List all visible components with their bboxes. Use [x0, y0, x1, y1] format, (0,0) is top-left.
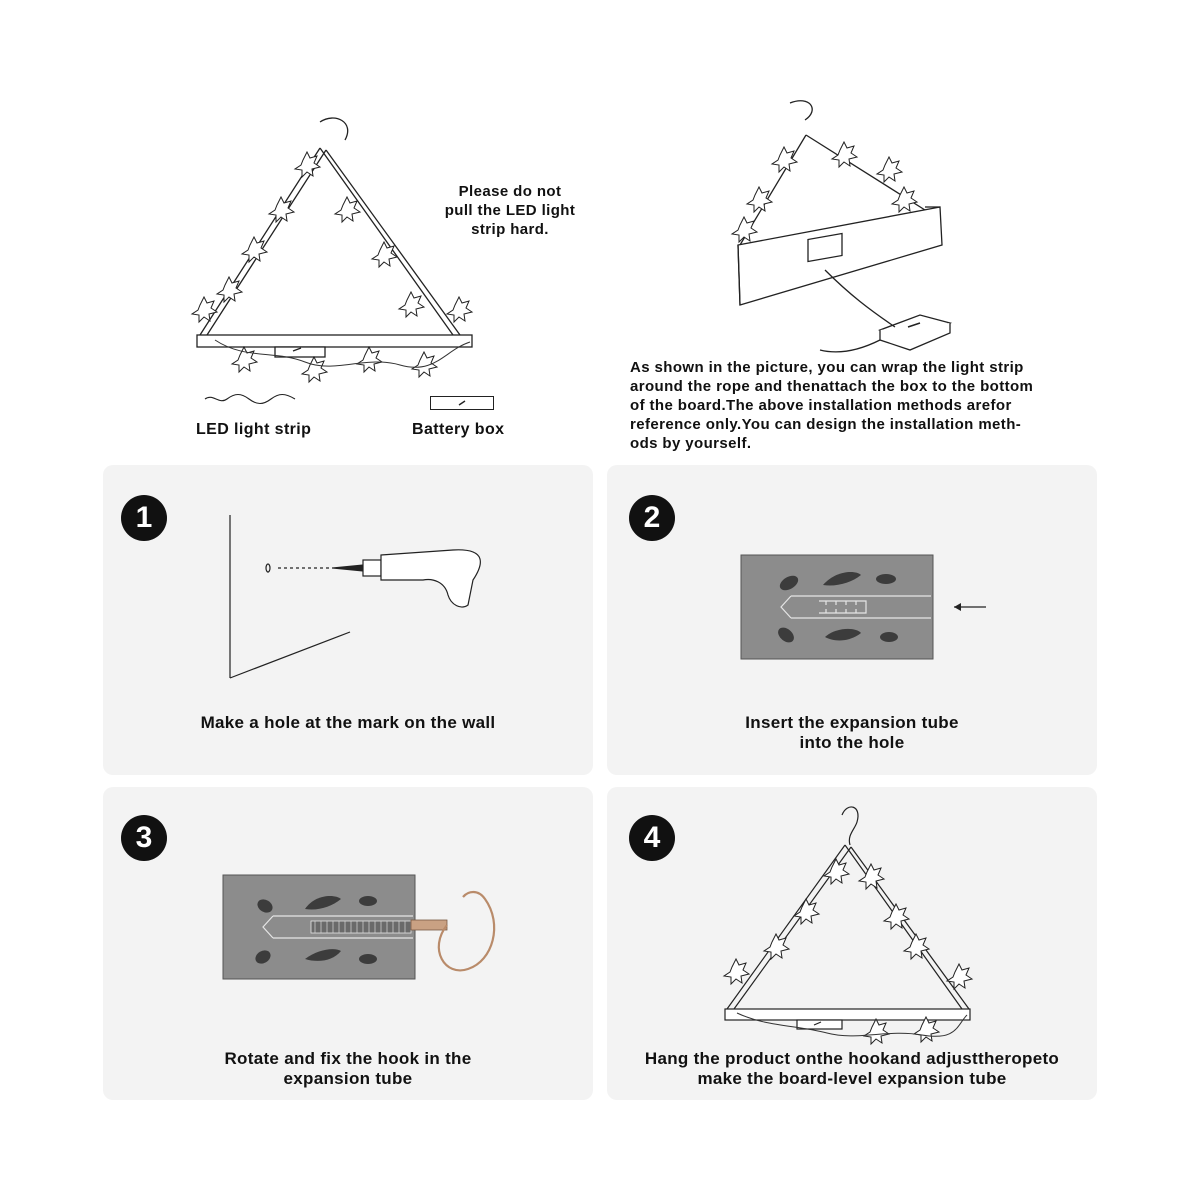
step-4-panel	[607, 787, 1097, 1100]
note-line: of the board.The above installation methods arefor	[630, 397, 1012, 414]
legend-strip-label: LED light strip	[196, 421, 312, 438]
note-line: reference only.You can design the installation meth-	[630, 416, 1022, 433]
shelf-diagram-top-left	[185, 110, 505, 400]
caption-line: expansion tube	[283, 1069, 413, 1088]
step-1-panel	[103, 465, 593, 775]
step-number-badge: 2	[629, 495, 675, 541]
step-number-badge: 3	[121, 815, 167, 861]
caption-line: Make a hole at the mark on the wall	[200, 713, 496, 732]
note-line: around the rope and thenattach the box to the bottom	[630, 378, 1034, 395]
caption-line: make the board-level expansion tube	[697, 1069, 1007, 1088]
step-number-badge: 1	[121, 495, 167, 541]
installation-note	[630, 358, 1090, 453]
caption-line: into the hole	[799, 733, 905, 752]
step-number-badge: 4	[629, 815, 675, 861]
warning-line: pull the LED light	[444, 202, 576, 219]
step-caption	[103, 713, 593, 733]
step-3-panel	[103, 787, 593, 1100]
hook-fix-illustration	[223, 869, 523, 999]
expansion-tube-insert-illustration	[741, 555, 1001, 665]
warning-line: Please do not	[458, 183, 562, 200]
caption-line: Hang the product onthe hookand adjusttheropeto	[644, 1049, 1060, 1068]
warning-line: strip hard.	[471, 221, 549, 238]
caption-line: Rotate and fix the hook in the	[224, 1049, 472, 1068]
step-2-panel	[607, 465, 1097, 775]
battery-box-legend-icon	[430, 396, 494, 410]
board-mounting-diagram-top-right	[720, 95, 980, 355]
note-line: As shown in the picture, you can wrap the light strip	[630, 359, 1024, 376]
warning-text	[420, 182, 600, 239]
drill-wall-illustration	[223, 510, 523, 690]
led-strip-legend-icon	[205, 393, 295, 405]
step-caption	[607, 1049, 1097, 1089]
hung-shelf-illustration	[717, 797, 987, 1042]
step-caption	[607, 713, 1097, 753]
note-line: ods by yourself.	[630, 435, 752, 452]
legend-battery-label: Battery box	[412, 421, 505, 438]
step-caption	[103, 1049, 593, 1089]
caption-line: Insert the expansion tube	[745, 713, 959, 732]
